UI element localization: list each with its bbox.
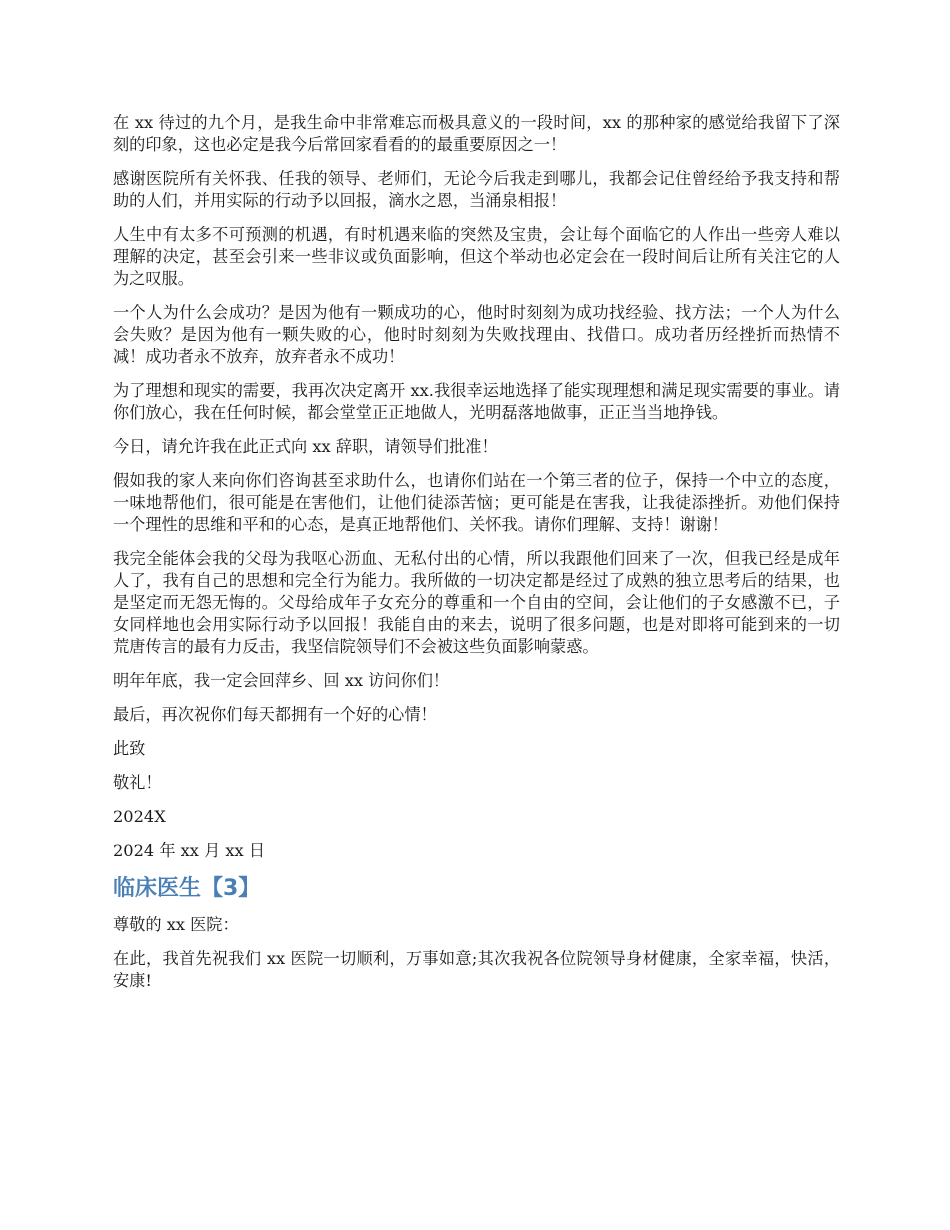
- paragraph: 在 xx 待过的九个月，是我生命中非常难忘而极具意义的一段时间，xx 的那种家的感觉给我留下了深刻的印象，这也必定是我今后常回家看看的的最重要原因之一！: [113, 113, 840, 154]
- paragraph: 感谢医院所有关怀我、任我的领导、老师们，无论今后我走到哪儿，我都会记住曾经给予我支持和帮助的人们，并用实际的行动予以回报，滴水之恩，当涌泉相报！: [113, 169, 840, 210]
- paragraph: 今日，请允许我在此正式向 xx 辞职，请领导们批准！: [113, 437, 498, 456]
- section-heading: 临床医生【3】: [113, 876, 261, 901]
- paragraph: 为了理想和现实的需要，我再次决定离开 xx.我很幸运地选择了能实现理想和满足现实需要的事业。请你们放心，我在任何时候，都会堂堂正正地做人，光明磊落地做事，正正当当地挣钱。: [113, 381, 840, 422]
- closing-year: 2024X: [113, 807, 166, 826]
- section-greeting: 尊敬的 xx 医院：: [113, 915, 239, 934]
- paragraph: 一个人为什么会成功？是因为他有一颗成功的心，他时时刻刻为成功找经验、找方法；一个人为什么会失败？是因为他有一颗失败的心，他时时刻刻为失败找理由、找借口。成功者历经挫折而热情不减！成功者永不放弃，放弃者永不成功！: [113, 303, 840, 366]
- section-intro: 在此，我首先祝我们 xx 医院一切顺利，万事如意;其次我祝各位院领导身材健康，全家幸福，快活，安康!: [113, 949, 840, 990]
- paragraph: 明年年底，我一定会回萍乡、回 xx 访问你们！: [113, 671, 450, 690]
- document-page: [113, 112, 840, 1004]
- closing-respect: 敬礼！: [113, 773, 162, 792]
- paragraph: 假如我的家人来向你们咨询甚至求助什么，也请你们站在一个第三者的位子，保持一个中立的态度，一味地帮他们，很可能是在害他们，让他们徒添苦恼；更可能是在害我，让我徒添挫折。劝他们保持一个理性的思维和平和的心态，是真正地帮他们、关怀我。请你们理解、支持！谢谢！: [113, 471, 840, 534]
- closing-salutation: 此致: [113, 739, 146, 758]
- paragraph: 人生中有太多不可预测的机遇，有时机遇来临的突然及宝贵，会让每个面临它的人作出一些旁人难以理解的决定，甚至会引来一些非议或负面影响，但这个举动也必定会在一段时间后让所有关注它的人为之叹服。: [113, 225, 840, 288]
- paragraph: 最后，再次祝你们每天都拥有一个好的心情！: [113, 705, 437, 724]
- closing-date: 2024 年 xx 月 xx 日: [113, 841, 266, 860]
- paragraph: 我完全能体会我的父母为我呕心沥血、无私付出的心情，所以我跟他们回来了一次，但我已经是成年人了，我有自己的思想和完全行为能力。我所做的一切决定都是经过了成熟的独立思考后的结果，也是坚定而无怨无悔的。父母给成年子女充分的尊重和一个自由的空间，会让他们的子女感激不已，子女同样地也会用实际行动予以回报！我能自由的来去，说明了很多问题，也是对即将可能到来的一切荒唐传言的最有力反击，我坚信院领导们不会被这些负面影响蒙惑。: [113, 549, 840, 656]
